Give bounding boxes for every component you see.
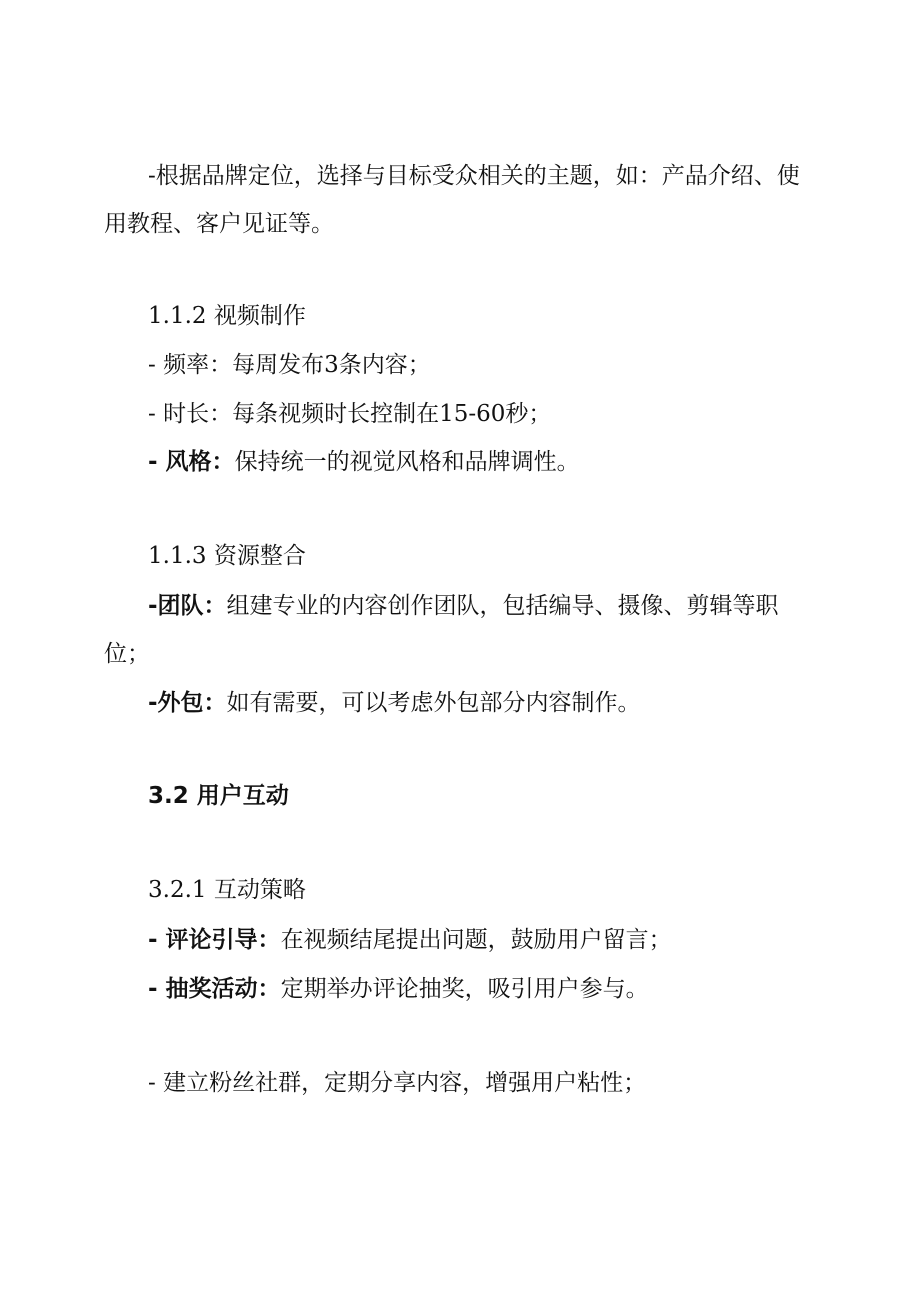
section-heading: 3.2.1 互动策略 — [148, 877, 306, 903]
list-item — [148, 349, 431, 381]
paragraph-line: -根据品牌定位，选择与目标受众相关的主题，如：产品介绍、使 — [148, 163, 800, 189]
item-text: 如有需要，可以考虑外包部分内容制作。 — [226, 690, 641, 716]
item-label: -外包： — [148, 690, 227, 716]
list-item — [148, 924, 672, 956]
paragraph-line: 用教程、客户见证等。 — [104, 211, 334, 237]
paragraph-line: - 建立粉丝社群，定期分享内容，增强用户粘性； — [148, 1070, 647, 1096]
item-label: - 风格： — [148, 449, 235, 475]
item-text: 组建专业的内容创作团队，包括编导、摄像、剪辑等职 — [226, 593, 779, 619]
list-item — [148, 973, 649, 1005]
item-text: 在视频结尾提出问题，鼓励用户留言； — [280, 927, 672, 953]
item-text: 定期举办评论抽奖，吸引用户参与。 — [280, 976, 649, 1002]
item-text: 保持统一的视觉风格和品牌调性。 — [234, 449, 580, 475]
list-item — [148, 687, 641, 719]
item-label: -团队： — [148, 593, 227, 619]
list-item — [148, 590, 779, 622]
section-heading: 1.1.3 资源整合 — [148, 543, 306, 569]
list-item — [148, 398, 551, 430]
item-text: 每条视频时长控制在15-60秒； — [232, 401, 552, 427]
section-heading: 3.2 用户互动 — [148, 783, 289, 809]
list-item — [148, 446, 580, 478]
item-text: 每周发布3条内容； — [232, 352, 431, 378]
item-label: - 时长： — [148, 401, 233, 427]
section-heading: 1.1.2 视频制作 — [148, 303, 306, 329]
item-label: - 频率： — [148, 352, 233, 378]
paragraph-line: 位； — [104, 641, 150, 667]
item-label: - 抽奖活动： — [148, 976, 281, 1002]
item-label: - 评论引导： — [148, 927, 281, 953]
